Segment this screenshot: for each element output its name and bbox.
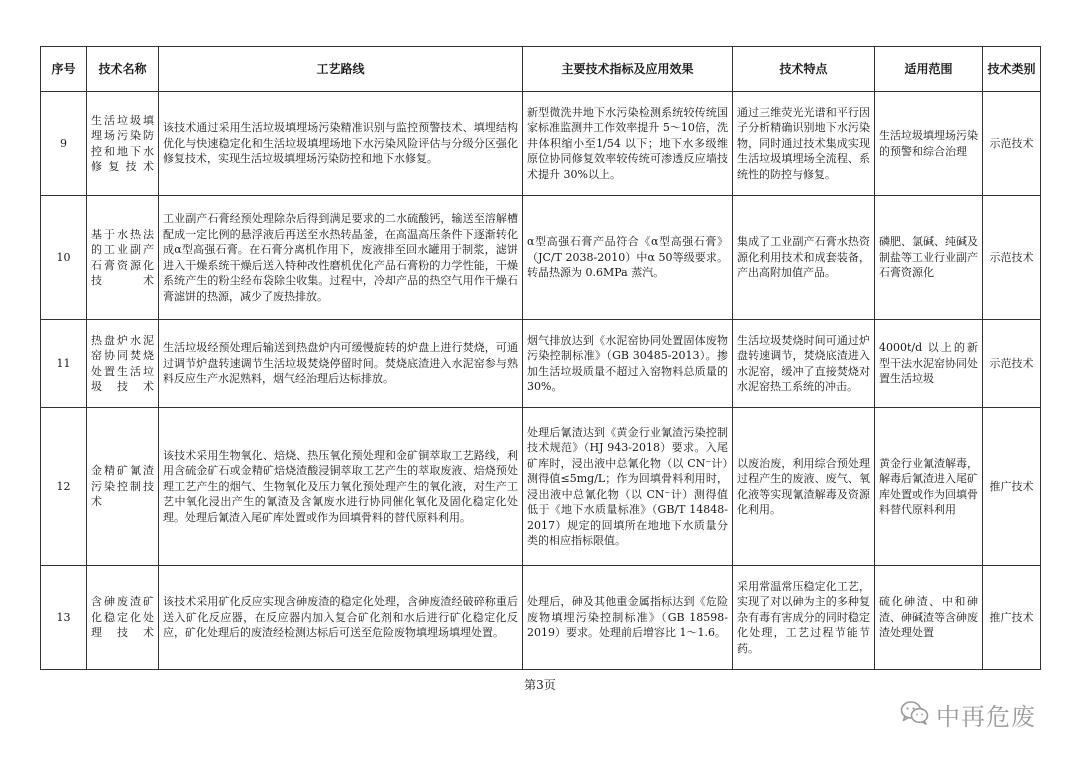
row-index: 处理后氰渣达到《黄金行业氰渣污染控制技术规范》（HJ 943-2018）要求。入尾矿库时，浸出液中总氰化物（以 CN⁻计）测得值≤5mg/L；作为回填骨料利用时，浸出液中总氰化物（以 CN⁻计）测得值低于《地下水质量标准》（GB/T 14848-2017）规定的回填所在地地下水质量分类的相应指标限值。 — [523, 408, 733, 566]
table-row — [41, 196, 1041, 320]
row-category: 示范技术 — [983, 320, 1041, 408]
watermark-text: 中再危废 — [936, 703, 1036, 731]
row-route: 生活垃圾经预处理后输送到热盘炉内可缓慢旋转的炉盘上进行焚烧，可通过调节炉盘转速调节生活垃圾焚烧停留时间。焚烧底渣进入水泥窑参与熟料反应生产水泥熟料，烟气经治理后达标排放。 — [159, 320, 523, 408]
row-no: 13 — [41, 566, 87, 670]
row-category: 示范技术 — [983, 196, 1041, 320]
watermark — [900, 697, 1036, 732]
header-category: 技术类别 — [983, 47, 1041, 92]
row-scope: 硫化砷渣、中和砷渣、砷碱渣等含砷废渣处理处置 — [875, 566, 983, 670]
header-index: 主要技术指标及应用效果 — [523, 47, 733, 92]
row-name: 热盘炉水泥窑协同焚烧处置生活垃圾技术 — [87, 320, 159, 408]
row-route: 该技术采用矿化反应实现含砷废渣的稳定化处理，含砷废渣经破碎称重后送入矿化反应器，在反应器内加入复合矿化剂和水后进行矿化稳定化反应，矿化处理后的废渣经检测达标后可送至危险废物填埋场填埋处置。 — [159, 566, 523, 670]
row-name: 含砷废渣矿化稳定化处理技术 — [87, 566, 159, 670]
row-scope: 生活垃圾填埋场污染的预警和综合治理 — [875, 92, 983, 196]
row-category: 示范技术 — [983, 92, 1041, 196]
row-no: 11 — [41, 320, 87, 408]
row-scope: 磷肥、氯碱、纯碱及制盐等工业行业副产石膏资源化 — [875, 196, 983, 320]
table-header-row — [41, 47, 1041, 92]
header-no: 序号 — [41, 47, 87, 92]
row-category: 推广技术 — [983, 408, 1041, 566]
header-route: 工艺路线 — [159, 47, 523, 92]
row-scope: 黄金行业氰渣解毒，解毒后氰渣进入尾矿库处置或作为回填骨料替代原料利用 — [875, 408, 983, 566]
row-no: 10 — [41, 196, 87, 320]
row-route: 工业副产石膏经预处理除杂后得到满足要求的二水硫酸钙，输送至溶解槽配成一定比例的悬浮液后再送至水热转晶釜，在高温高压条件下逐渐转化成α型高强石膏。在石膏分离机作用下，废液排至回水罐用于制浆，滤饼进入干燥系统干燥后送入特种改性磨机优化产品石膏粉的力学性能，干燥系统产生的粉尘经布袋除尘收集。过程中，冷却产品的热空气用作干燥石膏滤饼的热源，减少了废热排放。 — [159, 196, 523, 320]
row-index: 新型微洗井地下水污染检测系统较传统国家标准监测井工作效率提升 5～10倍，洗井体积缩小至1/54 以下；地下水多级维原位协同修复效率较传统可渗透反应墙技术提升 30%以上。 — [523, 92, 733, 196]
row-no: 12 — [41, 408, 87, 566]
row-feature: 生活垃圾焚烧时间可通过炉盘转速调节，焚烧底渣进入水泥窑，缓冲了直接焚烧对水泥窑热工系统的冲击。 — [733, 320, 875, 408]
row-scope: 4000t/d 以上的新型干法水泥窑协同处置生活垃圾 — [875, 320, 983, 408]
row-category: 推广技术 — [983, 566, 1041, 670]
row-feature: 采用常温常压稳定化工艺，实现了对以砷为主的多种复杂有毒有害成分的同时稳定化处理，工艺过程节能节药。 — [733, 566, 875, 670]
row-name: 生活垃圾填埋场污染防控和地下水修复技术 — [87, 92, 159, 196]
wechat-icon — [900, 700, 930, 730]
table-row — [41, 92, 1041, 196]
header-scope: 适用范围 — [875, 47, 983, 92]
table-row — [41, 566, 1041, 670]
row-index: α型高强石膏产品符合《α型高强石膏》（JC/T 2038-2010）中α 50等级要求。转晶热源为 0.6MPa 蒸汽。 — [523, 196, 733, 320]
header-feature: 技术特点 — [733, 47, 875, 92]
table-row — [41, 320, 1041, 408]
page-number: 第3页 — [524, 678, 556, 692]
row-feature: 通过三维荧光光谱和平行因子分析精确识别地下水污染物，同时通过技术集成实现生活垃圾填埋场全流程、系统性的防控与修复。 — [733, 92, 875, 196]
row-route: 该技术采用生物氧化、焙烧、热压氧化预处理和金矿铜萃取工艺路线，利用含硫金矿石或金精矿焙烧渣酸浸铜萃取工艺产生的萃取废液、焙烧预处理工艺产生的烟气、生物氧化及压力氧化预处理产生的氧化液，对生产工艺中氧化浸出产生的氰渣及含氰废水进行协同催化氧化及固化稳定化处理。处理后氰渣入尾矿库处置或作为回填骨料的替代原料利用。 — [159, 408, 523, 566]
row-name: 金精矿氰渣污染控制技术 — [87, 408, 159, 566]
header-name: 技术名称 — [87, 47, 159, 92]
table-row — [41, 408, 1041, 566]
row-no: 9 — [41, 92, 87, 196]
row-name: 基于水热法的工业副产石膏资源化技术 — [87, 196, 159, 320]
row-index: 处理后，砷及其他重金属指标达到《危险废物填埋污染控制标准》（GB 18598-2019）要求。处理前后增容比 1～1.6。 — [523, 566, 733, 670]
row-feature: 集成了工业副产石膏水热资源化利用技术和成套装备，产出高附加值产品。 — [733, 196, 875, 320]
technology-table — [40, 46, 1041, 670]
row-index: 烟气排放达到《水泥窑协同处置固体废物污染控制标准》（GB 30485-2013）。掺加生活垃圾质量不超过入窑物料总质量的 30%。 — [523, 320, 733, 408]
row-route: 该技术通过采用生活垃圾填埋场污染精准识别与监控预警技术、填埋结构优化与快速稳定化和生活垃圾填埋场地下水污染风险评估与分级分区强化修复技术，实现生活垃圾填埋场污染防控和地下水修复。 — [159, 92, 523, 196]
row-feature: 以废治废，利用综合预处理过程产生的废液、废气、氧化液等实现氰渣解毒及资源化利用。 — [733, 408, 875, 566]
